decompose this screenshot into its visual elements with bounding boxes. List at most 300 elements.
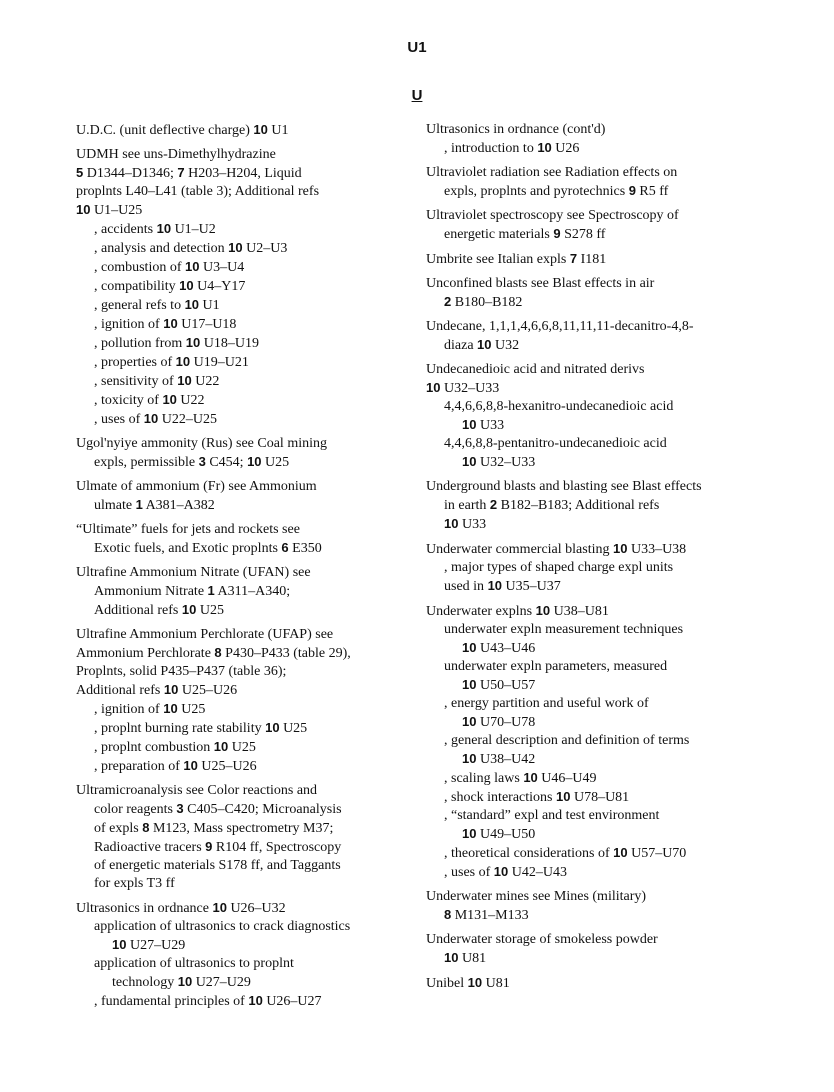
entry-text: U57–U70 [627,846,687,861]
entry-text: U18–U19 [200,336,259,351]
entry-text: energetic materials [444,227,554,242]
entry-subline [426,293,726,312]
entry-text: Ultramicroanalysis see Color reactions and [76,783,318,798]
entry-text: , uses of [444,865,494,880]
entry-subline [76,410,396,429]
volume-number: 10 [177,974,193,989]
entry-subline [76,296,396,315]
entry-subline [76,372,396,391]
entry-text: R104 ff, Spectroscopy [212,840,342,855]
entry-text: expls, proplnts and pyrotechnics [444,184,629,199]
volume-number: 10 [444,950,459,965]
index-entry [426,361,726,472]
entry-subline [76,334,396,353]
entry-text: U81 [482,976,510,991]
volume-number: 3 [176,801,184,816]
index-entry [426,540,726,596]
entry-subline [426,750,726,769]
index-entry [426,318,726,355]
entry-text: D1344–D1346; [83,166,178,181]
entry-text: U25 [177,702,206,717]
entry-text: U46–U49 [537,771,597,786]
volume-number: 1 [207,583,215,598]
index-entry [76,435,396,472]
index-entry [76,146,396,429]
index-entry [76,899,396,1011]
volume-number: 10 [523,770,538,785]
entry-text: , “standard” expl and test environment [444,808,660,823]
entry-text: , energy partition and useful work of [444,696,649,711]
volume-number: 2 [444,294,452,309]
entry-subline [76,955,396,973]
entry-text: U25–U26 [197,759,257,774]
index-column-right [426,121,726,999]
entry-subline [426,416,726,435]
entry-heading-line [426,602,726,621]
entry-text: U27–U29 [192,975,251,990]
volume-number: 10 [462,454,477,469]
entry-text: technology [112,975,178,990]
entry-text: U50–U57 [476,678,536,693]
entry-text: U1–U25 [90,203,143,218]
volume-number: 10 [213,739,229,754]
entry-subline [426,863,726,882]
entry-subline [426,844,726,863]
page-title: U1 [407,39,427,56]
entry-heading-line [76,782,396,800]
entry-text: Radioactive tracers [94,840,206,855]
entry-text: U1–U2 [171,222,216,237]
entry-subline [426,695,726,713]
volume-number: 1 [135,497,143,512]
entry-text: , compatibility [94,279,180,294]
volume-number: 10 [163,701,178,716]
volume-number: 6 [281,540,289,555]
entry-subline [426,639,726,658]
entry-text: U25 [261,455,290,470]
entry-text: C405–C420; Microanalysis [183,802,342,817]
volume-number: 10 [162,392,177,407]
index-entry [426,207,726,244]
entry-text: U32–U33 [476,455,536,470]
index-entry [426,164,726,201]
entry-text: Additional refs [76,683,164,698]
volume-number: 10 [185,335,201,350]
section-letter: U [411,87,423,104]
volume-number: 10 [156,221,172,236]
entry-text: , toxicity of [94,393,163,408]
entry-text: color reagents [94,802,177,817]
index-entry [426,121,726,158]
entry-text: Ultrafine Ammonium Perchlorate (UFAP) see [76,627,334,642]
entry-heading-line [426,379,726,398]
entry-text: B182–B183; Additional refs [497,498,660,513]
entry-text: expls, permissible [94,455,199,470]
entry-text: M131–M133 [451,908,529,923]
entry-text: , sensitivity of [94,374,178,389]
entry-subline [76,220,396,239]
entry-text: , combustion of [94,260,185,275]
entry-subline [426,807,726,825]
entry-text: Ultrasonics in ordnance (cont'd) [426,122,606,137]
volume-number: 10 [462,751,477,766]
entry-text: U49–U50 [476,827,536,842]
index-entry [76,521,396,558]
entry-text: I181 [577,252,607,267]
entry-text: Unibel [426,976,468,991]
entry-subline [76,838,396,857]
entry-text: P430–P433 (table 29), [221,646,351,661]
entry-subline [76,936,396,955]
entry-text: Undecane, 1,1,1,4,6,6,8,11,11,11-decanitro-4,8- [426,319,694,334]
entry-subline [76,391,396,410]
entry-text: , uses of [94,412,144,427]
entry-subline [426,139,726,158]
entry-text: Ugol'nyiye ammonity (Rus) see Coal mining [76,436,327,451]
entry-subline [76,353,396,372]
entry-text: Ultraviolet spectroscopy see Spectroscopy of [426,208,679,223]
entry-heading-line [426,121,726,139]
volume-number: 10 [537,140,552,155]
entry-subline [76,582,396,601]
entry-text: Unconfined blasts see Blast effects in air [426,276,655,291]
entry-text: U81 [458,951,487,966]
entry-text: application of ultrasonics to proplnt [94,956,294,971]
entry-subline [426,676,726,695]
entry-text: Undecanedioic acid and nitrated derivs [426,362,645,377]
entry-heading-line [426,974,726,993]
entry-subline [76,496,396,515]
entry-text: , general refs to [94,298,185,313]
index-entry [426,974,726,993]
entry-heading-line [76,435,396,453]
volume-number: 10 [181,602,197,617]
entry-heading-line [76,564,396,582]
entry-text: , shock interactions [444,790,556,805]
volume-number: 10 [462,826,477,841]
entry-text: H203–H204, Liquid [184,166,302,181]
entry-text: , pollution from [94,336,186,351]
entry-subline [76,453,396,472]
entry-subline [76,719,396,738]
index-entry [426,602,726,882]
entry-text: 4,4,6,8,8-pentanitro-undecanedioic acid [444,436,667,451]
entry-text: U25 [228,740,256,755]
volume-number: 8 [142,820,150,835]
entry-text: U1 [199,298,220,313]
entry-subline [76,973,396,992]
entry-text: Underwater explns [426,604,536,619]
entry-subline [426,949,726,968]
entry-heading-line [76,478,396,496]
entry-text: U22–U25 [158,412,217,427]
entry-text: , general description and definition of terms [444,733,690,748]
entry-subline [426,788,726,807]
entry-subline [426,769,726,788]
volume-number: 10 [143,411,159,426]
volume-number: 10 [175,354,191,369]
entry-text: E350 [288,541,322,556]
entry-text: U42–U43 [508,865,567,880]
volume-number: 10 [426,380,441,395]
entry-subline [426,906,726,925]
entry-text: Additional refs [94,603,182,618]
entry-text: M123, Mass spectrometry M37; [149,821,334,836]
entry-subline [426,182,726,201]
volume-number: 7 [569,251,578,266]
entry-text: U26 [551,141,580,156]
entry-subline [426,577,726,596]
volume-number: 10 [177,373,192,388]
entry-text: U25 [279,721,308,736]
volume-number: 10 [112,937,127,952]
entry-heading-line [426,931,726,949]
entry-text: Ammonium Perchlorate [76,646,215,661]
entry-text: U19–U21 [190,355,249,370]
index-entry [426,250,726,269]
entry-text: Ultrafine Ammonium Nitrate (UFAN) see [76,565,311,580]
entry-subline [76,601,396,620]
volume-number: 10 [462,417,477,432]
entry-subline [426,658,726,676]
entry-subline [426,435,726,453]
entry-subline [76,700,396,719]
entry-subline [76,918,396,936]
entry-text: , theoretical considerations of [444,846,614,861]
entry-subline [426,825,726,844]
entry-text: of expls [94,821,143,836]
entry-text: U43–U46 [476,641,536,656]
entry-text: used in [444,579,488,594]
entry-subline [76,992,396,1011]
volume-number: 10 [184,297,200,312]
index-entry [76,626,396,776]
entry-text: U26–U27 [262,994,322,1009]
entry-text: U32 [491,338,520,353]
entry-text: in earth [444,498,490,513]
entry-text: U32–U33 [440,381,500,396]
entry-subline [76,875,396,893]
entry-heading-line [426,164,726,182]
entry-text: U25 [196,603,224,618]
entry-subline [426,621,726,639]
volume-number: 10 [163,316,178,331]
volume-number: 10 [462,640,477,655]
entry-heading-line [76,146,396,164]
entry-text: A311–A340; [214,584,291,599]
entry-text: U33–U38 [627,542,687,557]
entry-subline [76,277,396,296]
entry-text: B180–B182 [451,295,523,310]
volume-number: 9 [628,183,636,198]
entry-subline [426,713,726,732]
entry-text: , ignition of [94,317,164,332]
volume-number: 10 [487,578,503,593]
entry-heading-line [76,201,396,220]
entry-text: U33 [458,517,487,532]
index-column-left [76,121,396,1017]
entry-subline [76,315,396,334]
entry-subline [426,225,726,244]
entry-text: Underwater mines see Mines (military) [426,889,647,904]
volume-number: 9 [205,839,213,854]
index-entry [76,478,396,515]
entry-heading-line [76,164,396,183]
entry-heading-line [426,250,726,269]
volume-number: 10 [212,900,227,915]
entry-subline [426,336,726,355]
entry-text: , major types of shaped charge expl units [444,560,674,575]
entry-text: Ulmate of ammonium (Fr) see Ammonium [76,479,317,494]
entry-subline [426,496,726,515]
entry-text: U70–U78 [476,715,536,730]
entry-heading-line [426,888,726,906]
entry-text: underwater expln parameters, measured [444,659,668,674]
volume-number: 8 [214,645,222,660]
entry-text: U2–U3 [242,241,288,256]
entry-text: UDMH see uns-Dimethylhydrazine [76,147,276,162]
volume-number: 10 [253,122,268,137]
entry-subline [426,453,726,472]
entry-text: , preparation of [94,759,184,774]
volume-number: 10 [183,758,198,773]
entry-text: U33 [476,418,505,433]
entry-text: U.D.C. (unit deflective charge) [76,123,254,138]
entry-text: , ignition of [94,702,164,717]
entry-text: Underground blasts and blasting see Blast effects [426,479,702,494]
entry-text: U38–U42 [476,752,536,767]
entry-heading-line [76,121,396,140]
volume-number: 10 [163,682,179,697]
volume-number: 10 [612,541,628,556]
entry-text: proplnts L40–L41 (table 3); Additional refs [76,184,320,199]
entry-subline [426,515,726,534]
entry-text: U27–U29 [126,938,186,953]
entry-heading-line [76,681,396,700]
volume-number: 5 [76,165,84,180]
volume-number: 10 [535,603,551,618]
entry-text: U17–U18 [177,317,237,332]
entry-text: Ammonium Nitrate [94,584,208,599]
entry-text: A381–A382 [142,498,215,513]
volume-number: 10 [248,993,263,1008]
entry-text: Ultraviolet radiation see Radiation effects on [426,165,678,180]
entry-text: U22 [191,374,220,389]
volume-number: 7 [177,165,185,180]
volume-number: 9 [553,226,561,241]
entry-text: diaza [444,338,478,353]
entry-text: of energetic materials S178 ff, and Taggants [94,858,341,873]
entry-subline [426,559,726,577]
entry-text: U26–U32 [226,901,286,916]
entry-subline [76,857,396,875]
volume-number: 3 [198,454,206,469]
entry-text: U1 [267,123,289,138]
entry-heading-line [426,207,726,225]
volume-number: 10 [555,789,571,804]
volume-number: 10 [462,714,477,729]
entry-text: U35–U37 [502,579,561,594]
index-entry [426,888,726,925]
index-entry [76,121,396,140]
entry-text: C454; [205,455,248,470]
entry-text: , properties of [94,355,176,370]
entry-subline [76,757,396,776]
entry-text: R5 ff [635,184,669,199]
entry-heading-line [76,626,396,644]
index-entry [76,564,396,620]
entry-heading-line [76,644,396,663]
entry-subline [76,819,396,838]
entry-text: Umbrite see Italian expls [426,252,570,267]
entry-text: 4,4,6,6,8,8-hexanitro-undecanedioic acid [444,399,674,414]
entry-text: Underwater storage of smokeless powder [426,932,658,947]
entry-text: , accidents [94,222,157,237]
entry-heading-line [76,521,396,539]
entry-text: Underwater commercial blasting [426,542,613,557]
entry-heading-line [76,663,396,681]
entry-heading-line [426,361,726,379]
entry-heading-line [426,540,726,559]
entry-heading-line [426,478,726,496]
volume-number: 10 [462,677,477,692]
entry-subline [76,239,396,258]
volume-number: 10 [493,864,509,879]
volume-number: 2 [489,497,498,512]
entry-subline [76,738,396,757]
entry-text: , introduction to [444,141,538,156]
entry-subline [426,398,726,416]
volume-number: 10 [185,259,200,274]
entry-text: Exotic fuels, and Exotic proplnts [94,541,282,556]
entry-heading-line [76,183,396,201]
entry-text: , scaling laws [444,771,524,786]
entry-text: underwater expln measurement techniques [444,622,684,637]
entry-text: “Ultimate” fuels for jets and rockets see [76,522,300,537]
volume-number: 10 [265,720,280,735]
entry-text: U22 [176,393,205,408]
volume-number: 8 [444,907,452,922]
entry-text: U3–U4 [199,260,245,275]
entry-text: , proplnt combustion [94,740,214,755]
volume-number: 10 [228,240,243,255]
entry-subline [426,732,726,750]
entry-text: , proplnt burning rate stability [94,721,266,736]
entry-text: , fundamental principles of [94,994,249,1009]
entry-text: U38–U81 [550,604,609,619]
entry-heading-line [426,275,726,293]
index-entry [426,275,726,312]
entry-text: Proplnts, solid P435–P437 (table 36); [76,664,287,679]
index-entry [76,782,396,893]
entry-text: ulmate [94,498,136,513]
entry-text: Ultrasonics in ordnance [76,901,213,916]
entry-subline [76,258,396,277]
entry-subline [76,800,396,819]
entry-text: for expls T3 ff [94,876,175,891]
entry-text: U4–Y17 [193,279,246,294]
index-entry [426,931,726,968]
volume-number: 10 [477,337,492,352]
volume-number: 10 [179,278,194,293]
entry-text: application of ultrasonics to crack diagnostics [94,919,351,934]
volume-number: 10 [247,454,262,469]
entry-text: , analysis and detection [94,241,229,256]
entry-text: U25–U26 [178,683,238,698]
volume-number: 10 [76,202,91,217]
volume-number: 10 [467,975,483,990]
index-entry [426,478,726,534]
